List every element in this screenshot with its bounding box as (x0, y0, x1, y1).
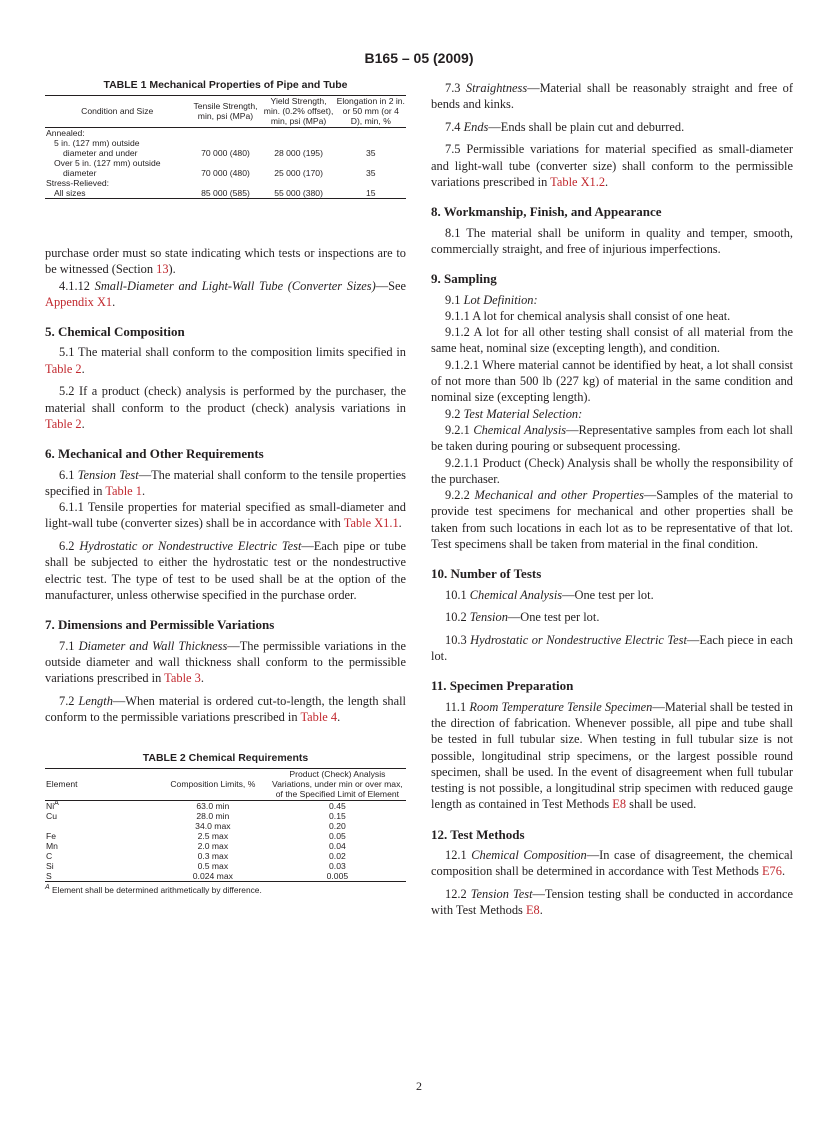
table-2-cell: 0.024 max (192, 871, 233, 882)
table-2-cell: $Ni^A$ (46, 800, 59, 812)
table-2-cell: Cu (46, 811, 57, 822)
table-1-cell: 35 (366, 148, 376, 158)
table-row (45, 831, 406, 841)
table-1-cell: Over 5 in. (127 mm) outside (54, 158, 161, 168)
table-1-cell: 70 000 (480) (201, 168, 250, 178)
paragraph-5-2: 5.2 If a product (check) analysis is performed by the purchaser, the material shall conform to the product (check) analysis variations in Table 2. (45, 384, 406, 431)
table-1-cell: 55 000 (380) (274, 188, 323, 198)
table-2-link[interactable]: Table 2 (45, 361, 82, 376)
table-1-header: Elongation in 2 in. or 50 mm (or 4 D), min, % (336, 96, 405, 126)
table-row (45, 178, 406, 188)
table-row (45, 871, 406, 882)
left-column (45, 80, 406, 895)
paragraph-9-2-1-1: 9.2.1.1 Product (Check) Analysis shall be wholly the responsibility of the purchaser. (431, 455, 793, 486)
table-2-cell: 0.005 (326, 871, 349, 882)
table-1-cell (189, 178, 261, 188)
paragraph-7-3: 7.3 Straightness—Material shall be reasonably straight and free of bends and kinks. (431, 81, 793, 112)
paragraph-12-2: 12.2 Tension Test—Tension testing shall be conducted in accordance with Test Methods E8. (431, 886, 794, 918)
table-1-link[interactable]: Table 1 (105, 483, 142, 498)
section-6-heading: 6. Mechanical and Other Requirements (45, 446, 264, 462)
table-2-cell: 0.02 (329, 851, 346, 862)
right-column (431, 80, 793, 919)
table-2-cell: Mn (46, 841, 58, 852)
section-10-heading: 10. Number of Tests (431, 566, 542, 582)
table-row (45, 851, 406, 861)
table-row (45, 841, 406, 851)
table-row (45, 158, 406, 168)
table-1-cell: diameter and under (63, 148, 138, 158)
paragraph-6-1-1: 6.1.1 Tensile properties for material specified as small-diameter and light-wall tube (converter sizes) shall be in accordance with Table X1.1. (45, 500, 406, 531)
paragraph-5-1: 5.1 The material shall conform to the composition limits specified in Table 2. (45, 345, 406, 376)
paragraph-9-2: 9.2 Test Material Selection: (445, 406, 583, 421)
table-1-cell: Annealed: (46, 128, 85, 138)
table-3-link[interactable]: Table 3 (164, 671, 201, 686)
table-1-cell (189, 158, 261, 168)
table-row (45, 801, 406, 812)
table-2-cell: 0.3 max (197, 851, 229, 862)
table-row (45, 148, 406, 158)
paragraph-7-1: 7.1 Diameter and Wall Thickness—The permissible variations in the outside diameter and wall thickness shall conform to the permissible variations prescribed in Table 3. (45, 638, 406, 686)
table-row (45, 811, 406, 821)
table-row (45, 168, 406, 178)
paragraph-7-5: 7.5 Permissible variations for material specified as small-diameter and light-wall tube (converter size) shall conform to the permissible variations prescribed in Table X1.2. (431, 142, 793, 190)
paragraph-9-1-2-1: 9.1.2.1 Where material cannot be identified by heat, a lot shall consist of not more than 500 lb (227 kg) of material in the same condition and nominal size (excepting length). (431, 357, 793, 405)
table-1-cell: 28 000 (195) (274, 148, 323, 158)
paragraph-continuation: purchase order must so state indicating which tests or inspections are to be witnessed (Section 13). (45, 246, 406, 277)
page-number: 2 (416, 1079, 422, 1093)
table-4-link[interactable]: Table 4 (300, 710, 338, 725)
table-1-cell (189, 128, 261, 139)
table-2-header: Composition Limits, % (170, 779, 256, 790)
section-12-heading: 12. Test Methods (431, 826, 525, 842)
table-1-cell (262, 158, 336, 168)
table-2-cell: C (46, 851, 53, 862)
paragraph-6-2: 6.2 Hydrostatic or Nondestructive Electric Test—Each pipe or tube shall be subjected to either the hydrostatic test or the nondestructive electric test. The type of test to be used shall be at the option of the manufacturer, unless otherwise specified in the purchase order. (45, 539, 407, 602)
document-designation: B165 – 05 (2009) (364, 50, 474, 66)
table-2-header: Product (Check) Analysis Variations, under min or over max, of the Specified Limit of Element (272, 769, 403, 800)
e8-link[interactable]: E8 (612, 797, 627, 812)
section-13-link[interactable]: 13 (156, 262, 169, 277)
table-1-cell: Stress-Relieved: (46, 178, 110, 188)
paragraph-6-1: 6.1 Tension Test—The material shall conform to the tensile properties specified in Table 1. (45, 467, 406, 498)
table-2-cell: Fe (46, 831, 57, 842)
paragraph-7-4: 7.4 Ends—Ends shall be plain cut and deburred. (445, 119, 685, 134)
table-1-cell: 15 (366, 188, 376, 198)
table-2-cell: 2.0 max (197, 841, 229, 852)
paragraph-4-1-12: 4.1.12 Small-Diameter and Light-Wall Tube (Converter Sizes)—See Appendix X1. (45, 278, 406, 309)
table-1-caption: TABLE 1 Mechanical Properties of Pipe and Tube (103, 79, 348, 91)
paragraph-8-1: 8.1 The material shall be uniform in quality and temper, smooth, commercially straight, and free of injurious imperfections. (431, 225, 793, 256)
paragraph-7-2: 7.2 Length—When material is ordered cut-to-length, the length shall conform to the permissible variations prescribed in Table 4. (45, 693, 406, 725)
table-1-cell (189, 138, 261, 148)
table-1-header: Tensile Strength, min, psi (MPa) (193, 101, 258, 121)
table-1-cell (262, 178, 336, 188)
table-1-cell: All sizes (54, 188, 86, 198)
table-1-cell (336, 128, 406, 139)
section-5-heading: 5. Chemical Composition (45, 324, 185, 340)
table-2-cell: 28.0 min (196, 811, 230, 822)
table-row (45, 188, 406, 199)
table-x1-1-link[interactable]: Table X1.1 (343, 516, 399, 531)
table-1-cell (336, 158, 406, 168)
table-1-grid (45, 95, 406, 199)
table-2-cell: S (46, 871, 52, 882)
section-8-heading: 8. Workmanship, Finish, and Appearance (431, 204, 662, 220)
table-1 (45, 80, 406, 199)
table-2-grid (45, 768, 406, 882)
table-1-cell: diameter (63, 168, 97, 178)
table-2-link[interactable]: Table 2 (45, 416, 82, 431)
table-2-cell: 2.5 max (197, 831, 229, 842)
section-7-heading: 7. Dimensions and Permissible Variations (45, 617, 275, 633)
table-2-caption: TABLE 2 Chemical Requirements (142, 752, 309, 765)
table-1-cell: 25 000 (170) (274, 168, 323, 178)
paragraph-11-1: 11.1 Room Temperature Tensile Specimen—Material shall be tested in the direction of fabrication. Whenever possible, all pipe and tube shall be tested in full tubular size. When testing in full tubular size is not possible, longitudinal strip specimens, or the largest possible round specimen, shall be used. In the event of disagreement when full tubular testing is not possible, a longitudinal strip specimen with reduced gauge length as contained in Test Methods E8 shall be used. (431, 699, 793, 812)
paragraph-9-1-2: 9.1.2 A lot for all other testing shall consist of all material from the same heat, nominal size (excepting length), and condition. (431, 325, 793, 356)
e8-link[interactable]: E8 (525, 903, 540, 918)
appendix-x1-link[interactable]: Appendix X1 (45, 294, 113, 309)
table-2 (45, 753, 406, 895)
table-2-footnote: $^A$ Element shall be determined arithmetically by difference. (45, 884, 262, 896)
section-9-heading: 9. Sampling (431, 271, 497, 287)
table-2-cell: 34.0 max (195, 821, 231, 832)
table-x1-2-link[interactable]: Table X1.2 (550, 175, 606, 190)
table-2-cell: 0.03 (329, 861, 346, 872)
paragraph-9-2-2: 9.2.2 Mechanical and other Properties—Samples of the material to provide test specimens for mechanical and other properties shall be taken from such locations in each lot as to be representative of that lot. Test specimens shall be taken from material in the final condition. (431, 488, 793, 552)
paragraph-9-1-1: 9.1.1 A lot for chemical analysis shall consist of one heat. (445, 308, 731, 323)
e76-link[interactable]: E76 (761, 864, 782, 879)
paragraph-10-2: 10.2 Tension—One test per lot. (445, 610, 600, 625)
table-2-cell: 0.05 (329, 831, 346, 842)
table-2-cell: 63.0 min (196, 801, 230, 812)
table-1-cell: 70 000 (480) (201, 148, 250, 158)
table-1-cell (262, 128, 336, 139)
section-11-heading: 11. Specimen Preparation (431, 678, 574, 694)
table-1-header: Condition and Size (81, 106, 154, 116)
table-1-cell: 35 (366, 168, 376, 178)
table-row (45, 128, 406, 139)
paragraph-9-2-1: 9.2.1 Chemical Analysis—Representative samples from each lot shall be taken during pouring or subsequent processing. (431, 422, 793, 454)
table-1-cell (336, 138, 406, 148)
table-1-cell: 85 000 (585) (201, 188, 250, 198)
table-1-cell (336, 178, 406, 188)
table-2-header: Element (46, 779, 78, 790)
paragraph-12-1: 12.1 Chemical Composition—In case of disagreement, the chemical composition shall be determined in accordance with Test Methods E76. (431, 848, 793, 879)
table-1-cell (262, 138, 336, 148)
table-2-cell: Si (46, 861, 54, 872)
table-2-cell: 0.04 (329, 841, 346, 852)
table-2-cell: 0.45 (329, 801, 346, 812)
table-2-cell: 0.5 max (197, 861, 229, 872)
paragraph-10-1: 10.1 Chemical Analysis—One test per lot. (445, 587, 654, 602)
paragraph-10-3: 10.3 Hydrostatic or Nondestructive Electric Test—Each piece in each lot. (431, 632, 793, 664)
table-2-cell: 0.15 (329, 811, 346, 822)
paragraph-9-1: 9.1 Lot Definition: (445, 292, 538, 307)
table-1-header: Yield Strength, min. (0.2% offset), min, psi (MPa) (263, 96, 334, 126)
table-row (45, 821, 406, 831)
table-row (45, 861, 406, 871)
table-2-cell: 0.20 (329, 821, 346, 832)
table-row (45, 138, 406, 148)
table-2-cell (45, 821, 157, 831)
table-1-cell: 5 in. (127 mm) outside (54, 138, 140, 148)
